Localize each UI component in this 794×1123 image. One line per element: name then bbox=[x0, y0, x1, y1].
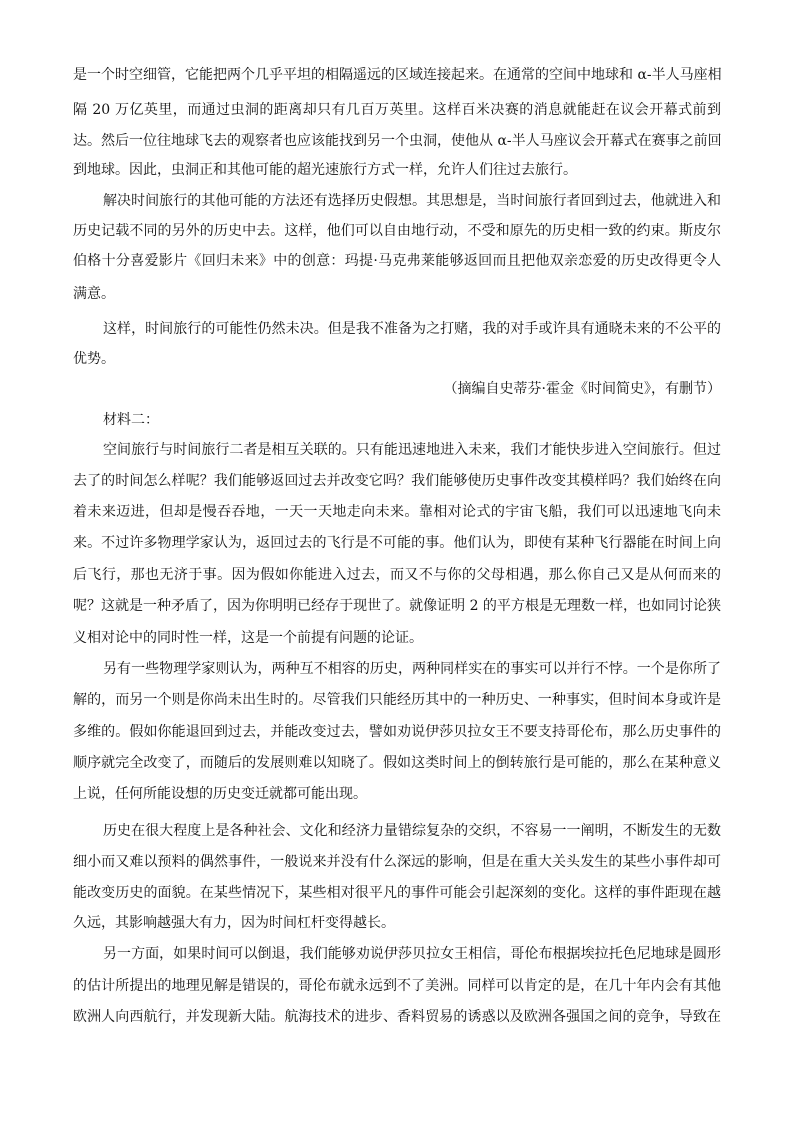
text-line: 达。然后一位往地球飞去的观察者也应该能找到另一个虫洞，使他从 α-半人马座议会开幕式在赛事之前回 bbox=[73, 133, 722, 149]
text-line: 历史记载不同的另外的历史中去。这样，他们可以自由地行动，不受和原先的历史相一致的约束。斯皮尔 bbox=[73, 223, 721, 239]
text-line: 上说，任何所能设想的历史变迁就都可能出现。 bbox=[73, 786, 367, 802]
text-line: 到地球。因此，虫洞正和其他可能的超光速旅行方式一样，允许人们往过去旅行。 bbox=[73, 162, 577, 178]
text-line: 空间旅行与时间旅行二者是相互关联的。只有能迅速地进入未来，我们才能快步进入空间旅行。但过 bbox=[103, 442, 721, 458]
text-line: 另一方面，如果时间可以倒退，我们能够劝说伊莎贝拉女王相信，哥伦布根据埃拉托色尼地球是圆形 bbox=[103, 946, 721, 962]
source-citation: （摘编自史蒂芬·霍金《时间简史》，有删节） bbox=[443, 381, 721, 397]
text-line: 解的，而另一个则是你尚未出生时的。尽管我们只能经历其中的一种历史、一种事实，但时间本身或许是 bbox=[73, 692, 721, 708]
text-line: 欧洲人向西航行，并发现新大陆。航海技术的进步、香料贸易的诱惑以及欧洲各强国之间的竞争，导致在 bbox=[73, 1009, 721, 1025]
text-line: 细小而又难以预料的偶然事件，一般说来并没有什么深远的影响，但是在重大关头发生的某些小事件却可 bbox=[73, 854, 721, 870]
text-line: 另有一些物理学家则认为，两种互不相容的历史，两种同样实在的事实可以并行不悖。一个是你所了 bbox=[103, 661, 721, 677]
text-line: 多维的。假如你能退回到过去，并能改变过去，譬如劝说伊莎贝拉女王不要支持哥伦布，那么历史事件的 bbox=[73, 724, 721, 740]
text-line: 满意。 bbox=[73, 286, 115, 302]
text-line: 隔 20 万亿英里，而通过虫洞的距离却只有几百万英里。这样百米决赛的消息就能赶在议会开幕式前到 bbox=[73, 102, 721, 118]
text-line: 解决时间旅行的其他可能的方法还有选择历史假想。其思想是，当时间旅行者回到过去，他就进入和 bbox=[103, 193, 721, 209]
text-line: 后飞行，那也无济于事。因为假如你能进入过去，而又不与你的父母相遇，那么你自己又是从何而来的 bbox=[73, 567, 721, 583]
text-line: 是一个时空细管，它能把两个几乎平坦的相隔遥远的区域连接起来。在通常的空间中地球和 α-半人马座相 bbox=[73, 67, 722, 83]
text-line: 着未来迈进，但却是慢吞吞地，一天一天地走向未来。靠相对论式的宇宙飞船，我们可以迅速地飞向未 bbox=[73, 504, 721, 520]
text-line: 这样，时间旅行的可能性仍然未决。但是我不准备为之打赌，我的对手或许具有通晓未来的不公平的 bbox=[103, 321, 721, 337]
text-line: 能改变历史的面貌。在某些情况下，某些相对很平凡的事件可能会引起深刻的变化。这样的事件距现在越 bbox=[73, 885, 721, 901]
text-line: 呢？这就是一种矛盾了，因为你明明已经存于现世了。就像证明 2 的平方根是无理数一样，也如同讨论狭 bbox=[73, 598, 721, 614]
text-line: 来。不过许多物理学家认为，返回过去的飞行是不可能的事。他们认为，即使有某种飞行器能在时间上向 bbox=[73, 535, 721, 551]
text-line: 的估计所提出的地理见解是错误的，哥伦布就永远到不了美洲。同样可以肯定的是，在几十年内会有其他 bbox=[73, 978, 721, 994]
text-line: 去了的时间怎么样呢？我们能够返回过去并改变它吗？我们能够使历史事件改变其模样吗？我们始终在向 bbox=[73, 473, 721, 489]
text-line: 优势。 bbox=[73, 351, 115, 367]
text-line: 历史在很大程度上是各种社会、文化和经济力量错综复杂的交织，不容易一一阐明，不断发生的无数 bbox=[103, 823, 721, 839]
section-heading: 材料二： bbox=[103, 412, 159, 428]
text-line: 顺序就完全改变了，而随后的发展则难以知晓了。假如这类时间上的倒转旅行是可能的，那么在某种意义 bbox=[73, 755, 721, 771]
text-line: 义相对论中的同时性一样，这是一个前提有问题的论证。 bbox=[73, 630, 423, 646]
text-line: 伯格十分喜爱影片《回归未来》中的创意：玛提·马克弗莱能够返回而且把他双亲恋爱的历史改得更令人 bbox=[73, 253, 721, 269]
text-line: 久远，其影响越强大有力，因为时间杠杆变得越长。 bbox=[73, 915, 395, 931]
